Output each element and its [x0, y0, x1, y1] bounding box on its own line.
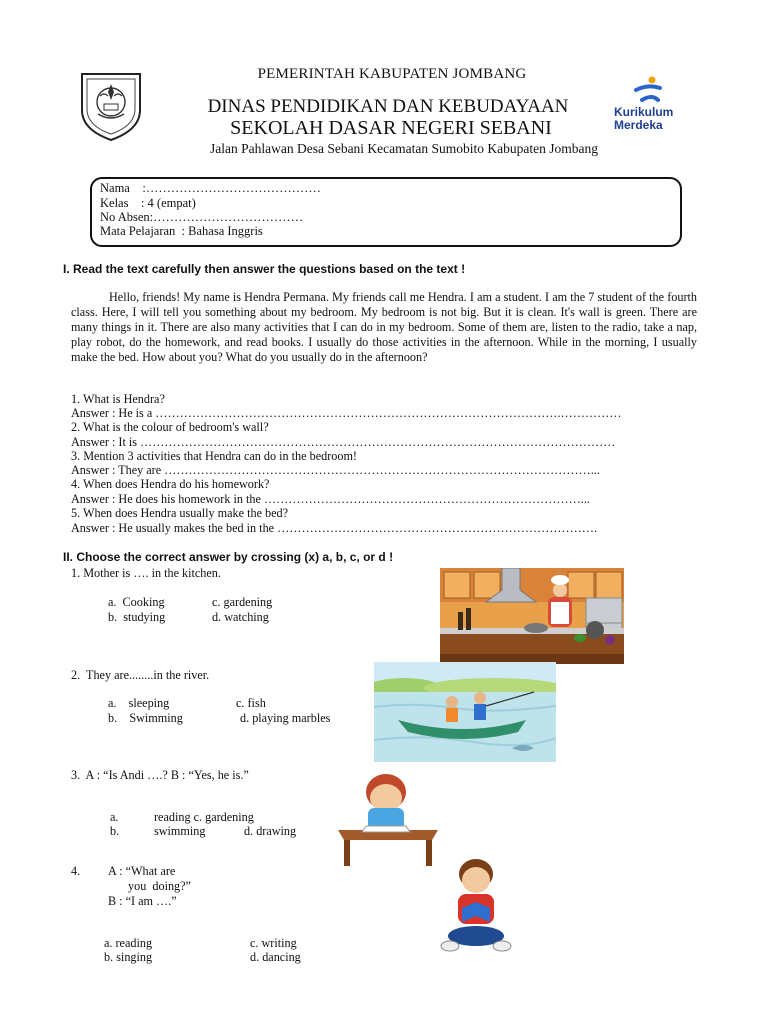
mc-2-option-a[interactable]: a. sleeping — [108, 696, 170, 710]
mc-2-stem: 2. They are........in the river. — [71, 668, 210, 682]
header-school: SEKOLAH DASAR NEGERI SEBANI — [230, 117, 552, 139]
header-government: PEMERINTAH KABUPATEN JOMBANG — [257, 66, 527, 82]
reading-paragraph: Hello, friends! My name is Hendra Permana. My friends call me Hendra. I am a student. I am the 7 student of the fourth class. Here, I will tell you something about my bedroom. My bedroom is not big. But it is clean. It's wall is green. There are many things in it. There are also many activities that I can do in my bedroom. Some of them are, listen to the radio, take a nap, play robot, do the homework, and read books. I usually do those activities in the afternoon. While in the morning, I usually make the bed. How about you? What do you usually do in the afternoon? — [71, 290, 697, 364]
kitchen-illustration — [440, 568, 624, 664]
mc-3-option-b-text[interactable]: swimming — [154, 824, 206, 838]
logo-line-2: Merdeka — [614, 118, 663, 132]
question-2: 2. What is the colour of bedroom's wall? — [71, 420, 269, 434]
mc-1-option-c[interactable]: c. gardening — [212, 595, 273, 609]
mc-2-option-b[interactable]: b. Swimming — [108, 711, 183, 725]
mc-4-option-c[interactable]: c. writing — [250, 936, 297, 950]
mc-4-option-d[interactable]: d. dancing — [250, 950, 301, 964]
mc-2-option-d[interactable]: d. playing marbles — [240, 711, 331, 725]
answer-2[interactable]: Answer : It is ……………………………………………………………………………………………………… — [71, 435, 616, 449]
logo-line-1: Kurikulum — [614, 105, 674, 119]
boy-drawing-illustration — [336, 770, 440, 870]
mc-3-option-a-c-text[interactable]: reading c. gardening — [154, 810, 254, 824]
mc-4-stem-line-3: B : “I am ….” — [108, 894, 177, 908]
section-1-heading: I. Read the text carefully then answer the questions based on the text ! — [63, 262, 466, 276]
question-4: 4. When does Hendra do his homework? — [71, 477, 270, 491]
mc-1-option-b[interactable]: b. studying — [108, 610, 166, 624]
mc-3-option-b[interactable]: b. — [110, 824, 120, 838]
river-fishing-illustration — [374, 662, 556, 762]
question-1: 1. What is Hendra? — [71, 392, 165, 406]
mc-4-option-b[interactable]: b. singing — [104, 950, 153, 964]
mc-3-option-d[interactable]: d. drawing — [244, 824, 297, 838]
answer-5[interactable]: Answer : He usually makes the bed in the ……………………………………………………………………. — [71, 521, 598, 535]
mc-3-option-a[interactable]: a. — [110, 810, 119, 824]
field-nama[interactable]: Nama :…………………………………… — [100, 181, 321, 195]
mc-1-stem: 1. Mother is …. in the kitchen. — [71, 566, 221, 580]
field-no-absen[interactable]: No Absen:……………………………… — [100, 210, 304, 224]
field-kelas: Kelas : 4 (empat) — [100, 196, 196, 210]
mc-4-number: 4. — [71, 864, 81, 878]
field-mata-pelajaran: Mata Pelajaran : Bahasa Inggris — [100, 224, 263, 238]
mc-1-option-d[interactable]: d. watching — [212, 610, 269, 624]
mc-3-stem: 3. A : “Is Andi ….? B : “Yes, he is.” — [71, 768, 249, 782]
mc-2-option-c[interactable]: c. fish — [236, 696, 266, 710]
header-department: DINAS PENDIDIKAN DAN KEBUDAYAAN — [207, 96, 569, 117]
answer-1[interactable]: Answer : He is a ……………………………………………………………………………………….…………… — [71, 406, 622, 420]
answer-3[interactable]: Answer : They are ……………………………………………………………………………………………... — [71, 463, 600, 477]
question-3: 3. Mention 3 activities that Hendra can do in the bedroom! — [71, 449, 357, 463]
header-address: Jalan Pahlawan Desa Sebani Kecamatan Sumobito Kabupaten Jombang — [209, 141, 599, 156]
mc-4-stem-line-2: you doing?” — [128, 879, 191, 893]
boy-reading-illustration — [440, 856, 512, 954]
kurikulum-merdeka-text — [614, 106, 673, 132]
section-2-heading: II. Choose the correct answer by crossing (x) a, b, c, or d ! — [63, 550, 394, 564]
question-5: 5. When does Hendra usually make the bed? — [71, 506, 289, 520]
mc-1-option-a[interactable]: a. Cooking — [108, 595, 165, 609]
answer-4[interactable]: Answer : He does his homework in the ……………………………………………………………………... — [71, 492, 590, 506]
mc-4-option-a[interactable]: a. reading — [104, 936, 153, 950]
mc-4-stem-line-1: A : “What are — [108, 864, 176, 878]
